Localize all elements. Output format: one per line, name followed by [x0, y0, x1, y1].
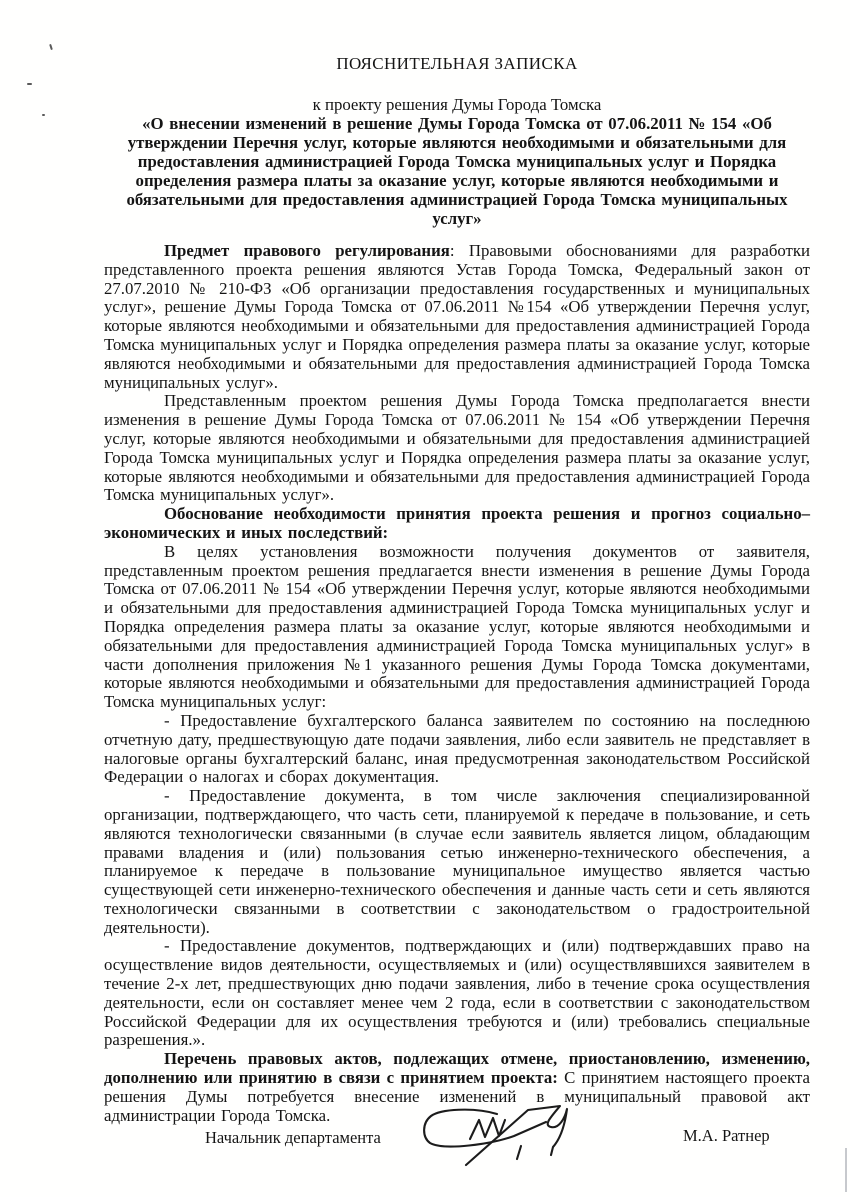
draft-decision-title: «О внесении изменений в решение Думы Города Томска от 07.06.2011 № 154 «Об утверждении Перечня услуг, которые являются необходимыми и обязательными для предоставления администрацией Города Томска муниципальных услуг и Порядка определения размера платы за оказание услуг, которые являются необходимыми и обязательными для предоставления администрацией Города Томска муниципальных услуг» — [126, 114, 788, 228]
page-title: ПОЯСНИТЕЛЬНАЯ ЗАПИСКА — [336, 54, 578, 73]
scan-edge-artifact — [845, 1148, 847, 1192]
paragraph-legal-acts-text: С принятием настоящего проекта решения Думы потребуется внесение изменений в муниципальный правовой акт администрации Города Томска. — [104, 1068, 810, 1125]
paragraph-subject — [104, 242, 810, 392]
document-body — [104, 0, 810, 1125]
list-item-accounting-balance: - Предоставление бухгалтерского баланса заявителем по состоянию на последнюю отчетную дату, предшествующую дате подачи заявления, либо если заявитель не представляет в налоговые органы бухгалтерский баланс, иная предусмотренная законодательством Российской Федерации о налогах и сборах документация. — [104, 710, 810, 787]
list-item-network-document: - Предоставление документа, в том числе заключения специализированной организации, подтверждающего, что часть сети, планируемой к передаче в пользование, и сеть являются технологически связанными (в случае если заявитель является лицом, обладающим правами владения и (или) пользования сетью инженерно-технического обеспечения, а планируемое к передаче в пользование муниципальное имущество является частью существующей сети инженерно-технического обеспечения и данные часть сети и сеть являются технологически связанными в соответствии с законодательством о градостроительной деятельности). — [104, 786, 810, 937]
subtitle-line: к проекту решения Думы Города Томска — [312, 95, 602, 114]
paragraph-purpose: В целях установления возможности получения документов от заявителя, представленным проектом решения предлагается внести изменения в решение Думы Города Томска от 07.06.2011 № 154 «Об утверждении Перечня услуг, которые являются необходимыми и обязательными для предоставления администрацией Города Томска муниципальных услуг и Порядка определения размера платы за оказание услуг, которые являются необходимыми и обязательными для предоставления администрацией Города Томска муниципальных услуг» в части дополнения приложения №1 указанного решения Думы Города Томска документами, которые являются необходимыми и обязательными для предоставления администрацией Города Томска муниципальных услуг: — [104, 541, 810, 712]
heading-justification: Обоснование необходимости принятия проекта решения и прогноз социально–экономических и иных последствий: — [104, 504, 810, 542]
scan-speck — [27, 83, 32, 85]
list-item-activity-documents: - Предоставление документов, подтверждающих и (или) подтверждавших право на осуществление видов деятельности, осуществляемых и (или) осуществлявшихся заявителем в течение 2-х лет, предшествующих дню подачи заявления, либо в течение срока осуществления деятельности, если он составляет менее чем 2 года, если в соответствии с законодательством Российской Федерации для их осуществления требуются и (или) требовались специальные разрешения.». — [104, 936, 810, 1050]
scan-speck — [42, 114, 45, 116]
handwritten-signature-icon — [400, 1080, 600, 1180]
paragraph-proposal: Представленным проектом решения Думы Города Томска предполагается внести изменения в решение Думы Города Томска от 07.06.2011 № 154 «Об утверждении Перечня услуг, которые являются необходимыми и обязательными для предоставления администрацией Города Томска муниципальных услуг и Порядка определения размера платы за оказание услуг, которые являются необходимыми и обязательными для предоставления администрацией Города Томска муниципальных услуг». — [104, 391, 810, 505]
signatory-name: М.А. Ратнер — [683, 1126, 770, 1145]
signatory-position: Начальник департамента — [205, 1128, 381, 1147]
scan-speck — [49, 44, 53, 50]
paragraph-subject-text: : Правовыми обоснованиями для разработки представленного проекта решения являются Устав Города Томска, Федеральный закон от 27.07.2010 № 210-ФЗ «Об организации предоставления государственных и муниципальных услуг», решение Думы Города Томска от 07.06.2011 №154 «Об утверждении Перечня услуг, которые являются необходимыми и обязательными для предоставления администрацией Города Томска муниципальных услуг и Порядка определения размера платы за оказание услуг, которые являются необходимыми и обязательными для предоставления администрацией Города Томска муниципальных услуг». — [104, 241, 810, 392]
paragraph-legal-acts-lead: Перечень правовых актов, подлежащих отмене, приостановлению, изменению, дополнению или принятию в связи с принятием проекта: — [104, 1049, 810, 1088]
paragraph-subject-lead: Предмет правового регулирования — [164, 241, 450, 260]
